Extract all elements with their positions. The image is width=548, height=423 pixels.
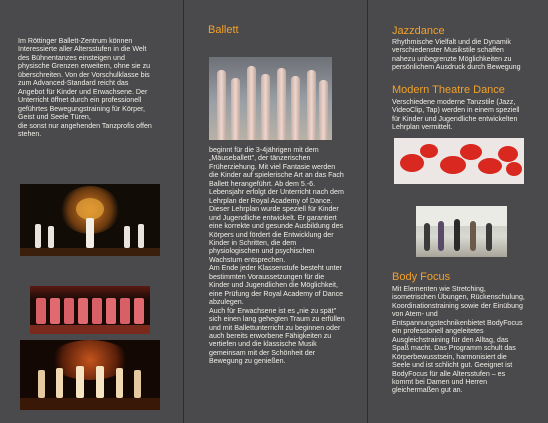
text-line: zum Advanced-Standard reicht das: [18, 79, 129, 88]
text-line: die sonst nur angehenden Tanzprofis offen: [18, 121, 152, 130]
stage-finale-photo: [20, 340, 160, 410]
stage-performance-photo: [20, 184, 160, 256]
text-line: „Mäuseballett", der tänzerischen: [209, 154, 311, 163]
right-panel: [368, 0, 548, 423]
text-line: VideoClip, Tap) werden in einem speziell: [392, 106, 520, 115]
text-line: Dieser Lehrplan wurde speziell für Kinder: [209, 205, 339, 214]
text-line: Lebensjahr erfolgt der Unterricht nach dem: [209, 188, 344, 197]
modern-theatre-dance-paragraph: [392, 98, 546, 132]
text-line: Angebot für Kinder und Erwachsene. Der: [18, 87, 148, 96]
text-line: Mit Elementen wie Stretching,: [392, 285, 486, 293]
text-line: auch bereits erworbene Fähigkeiten zu: [209, 331, 332, 340]
text-line: abzulegen.: [209, 298, 244, 307]
text-line: physiologischen und psychischen: [209, 247, 315, 256]
text-line: Körperbewusstsein, harmonisiert die: [392, 352, 507, 361]
text-line: eine Prüfung der Royal Academy of Dance: [209, 289, 344, 298]
ballett-heading: Ballett: [208, 24, 239, 36]
text-line: Lehrplan der Royal Academy of Dance.: [209, 196, 333, 205]
text-line: Geist und Seele Türen,: [18, 113, 91, 122]
text-line: stehen.: [18, 129, 42, 138]
text-line: überschreiten. Von der Vorschulklasse bis: [18, 70, 150, 79]
text-line: BodyFocus für alle Altersstufen – es: [392, 369, 506, 378]
text-line: vertiefen und die klassische Musik: [209, 340, 317, 349]
jazzdance-heading: Jazzdance: [392, 25, 445, 37]
text-line: isometrischen Übungen, Rückenschulung,: [392, 293, 525, 302]
text-line: gleichermaßen gut an.: [392, 386, 463, 395]
text-line: kommt bei Damen und Herren: [392, 377, 488, 386]
text-line: sich einen lang gehegten Traum zu erfüllen: [209, 315, 345, 324]
text-line: des Bühnentanzes einsteigen und: [18, 53, 125, 62]
text-line: von Atem- und: [392, 310, 438, 319]
text-line: Ballett herangeführt. Ab dem 5.-6.: [209, 179, 316, 188]
text-line: Lehrplan vermittelt.: [392, 123, 453, 132]
text-line: Ausgleichstraining für den Alltag, das: [392, 335, 509, 344]
text-line: Koordinationstraining sowie der Einübung: [392, 301, 523, 310]
dance-studio-photo: [416, 206, 507, 257]
text-line: beginnt für die 3-4jährigen mit dem: [209, 146, 319, 154]
text-line: Früherziehung. Mit viel Fantasie werden: [209, 162, 336, 171]
text-line: Am Ende jeder Klassenstufe besteht unter: [209, 264, 342, 273]
text-line: physische Grenzen erweitern, ohne sie zu: [18, 62, 151, 71]
ballet-legs-photo: [209, 57, 332, 140]
text-line: Wachstum entsprechen.: [209, 255, 286, 264]
text-line: Körpers und fördert die Entwicklung der: [209, 230, 334, 239]
red-costume-dancers-photo: [394, 138, 524, 184]
text-line: Verschiedene moderne Tanzstile (Jazz,: [392, 98, 516, 106]
text-line: Kinder in Schritten, die dem: [209, 238, 297, 247]
text-line: Bewegung zu genießen.: [209, 357, 286, 366]
text-line: Entspannungstechnikenbietet BodyFocus: [392, 318, 523, 327]
text-line: verschiedenster Musikstile schaffen: [392, 46, 504, 55]
body-focus-paragraph: [392, 285, 546, 395]
text-line: Spaß macht. Das Programm schult das: [392, 344, 516, 353]
text-line: und Jugendliche entwickelt. Er garantiert: [209, 213, 337, 222]
modern-theatre-dance-heading: Modern Theatre Dance: [392, 84, 505, 96]
text-line: Rhythmische Vielfalt und die Dynamik: [392, 38, 511, 46]
text-line: Interessierte aller Altersstufen in die Welt: [18, 45, 147, 54]
chorus-line-photo: [30, 286, 150, 334]
text-line: eine korrekte und gesunde Ausbildung des: [209, 222, 344, 231]
text-line: persönlichem Ausdruck durch Bewegung: [392, 63, 521, 72]
text-line: gemeinsam mit der Schönheit der: [209, 348, 316, 357]
text-line: für Kinder und Jugendliche entwickelten: [392, 114, 518, 123]
text-line: ein professionell angeleitetes: [392, 327, 484, 336]
ballett-paragraph: [209, 146, 365, 366]
text-line: Unterricht öffnet durch ein professionell: [18, 96, 142, 105]
body-focus-heading: Body Focus: [392, 271, 451, 283]
text-line: und mit Ballettunterricht zu beginnen oder: [209, 323, 341, 332]
text-line: Kinder und Jugendlichen die Möglichkeit,: [209, 281, 338, 290]
text-line: geführtes Bewegungstraining für Körper,: [18, 104, 145, 113]
ballett-panel: [184, 0, 367, 423]
jazzdance-paragraph: [392, 38, 546, 72]
text-line: Seele und ist schlicht gut. Geeignet ist: [392, 361, 513, 370]
text-line: die Kinder auf spielerische Art an das Fach: [209, 171, 344, 180]
text-line: nahezu unbegrenzte Möglichkeiten zu: [392, 54, 512, 63]
text-line: bestimmten Voraussetzungen für die: [209, 272, 325, 281]
intro-paragraph: [18, 37, 178, 138]
left-panel: [0, 0, 183, 423]
text-line: Auch für Erwachsene ist es „nie zu spät": [209, 306, 337, 315]
text-line: Im Röttinger Ballett-Zentrum können: [18, 37, 133, 45]
